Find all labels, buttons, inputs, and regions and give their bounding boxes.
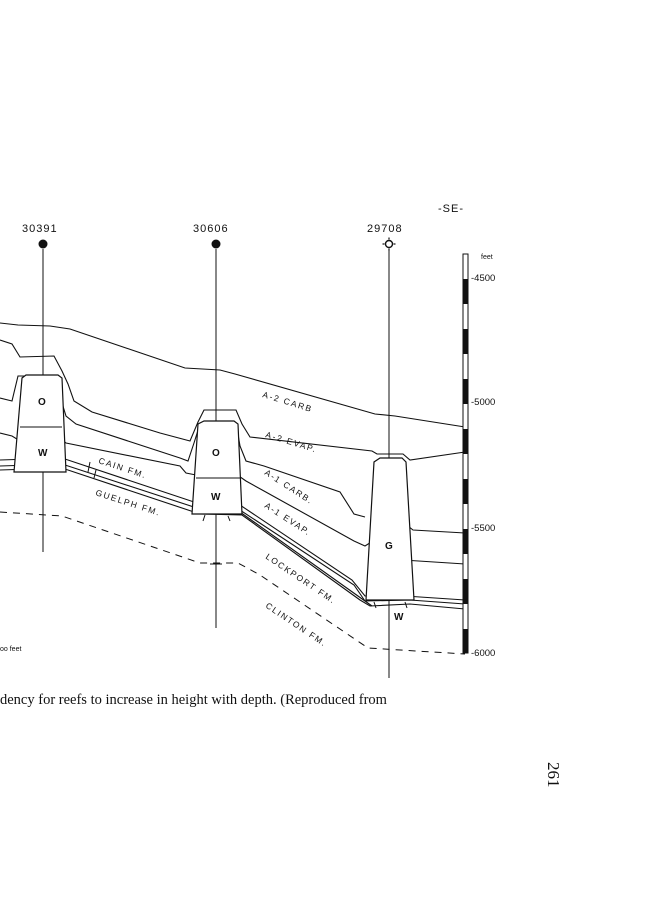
formation-a1-evap: A-1 EVAP.: [262, 500, 314, 538]
well-id-1: 30391: [22, 223, 58, 235]
reef-3: [366, 458, 414, 600]
depth-scale: [463, 254, 468, 653]
formation-a2-evap: A-2 EVAP.: [264, 429, 319, 455]
reef-1-lower-label: W: [38, 448, 48, 459]
formation-guelph: GUELPH FM.: [94, 487, 163, 518]
depth-tick-4500: -4500: [471, 273, 496, 284]
reef-3-lower-label: W: [394, 612, 404, 623]
reef-3-upper-label: G: [385, 541, 393, 552]
horizon-a2-carb-top: [0, 323, 465, 427]
page-number: 261: [544, 762, 563, 788]
reef-1-upper-label: O: [38, 397, 46, 408]
depth-tick-5000: -5000: [471, 397, 496, 408]
figure-caption: dency for reefs to increase in height with depth. (Reproduced from: [0, 692, 387, 708]
formation-a1-carb: A-1 CARB.: [262, 467, 316, 507]
depth-tick-5500: -5500: [471, 523, 496, 534]
depth-tick-6000: -6000: [471, 648, 496, 659]
formation-lockport: LOCKPORT FM.: [263, 551, 338, 606]
horizontal-scale-label: oo feet: [0, 646, 22, 653]
direction-label: -SE-: [438, 203, 464, 215]
depth-scale-unit: feet: [481, 254, 493, 261]
formation-cain: CAIN FM.: [97, 455, 149, 481]
well-id-3: 29708: [367, 223, 403, 235]
reef-base-marks: [88, 462, 407, 608]
reef-2-lower-label: W: [211, 492, 221, 503]
formation-clinton: CLINTON FM.: [263, 600, 329, 649]
reef-2-upper-label: O: [212, 448, 220, 459]
filled-circle-icon: [39, 240, 48, 249]
gas-well-sun-icon: [383, 238, 396, 251]
formation-a2-carb: A-2 CARB: [261, 389, 315, 415]
well-id-2: 30606: [193, 223, 229, 235]
filled-circle-icon: [212, 240, 221, 249]
